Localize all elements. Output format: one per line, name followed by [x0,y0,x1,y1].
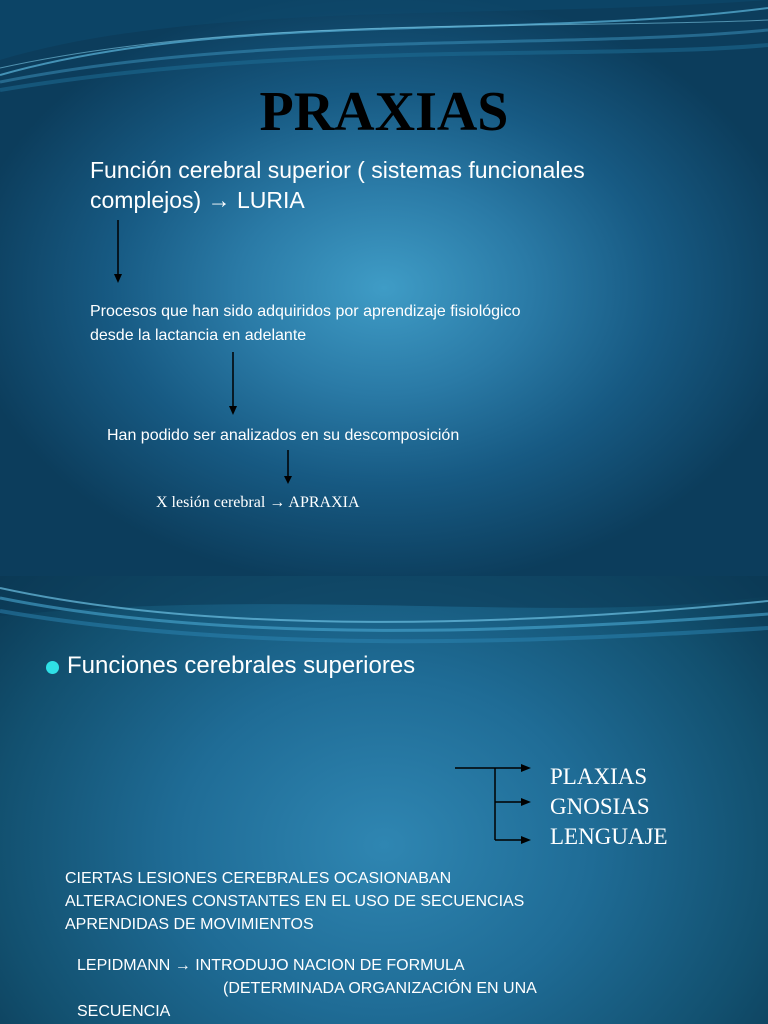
paragraph-line: ALTERACIONES CONSTANTES EN EL USO DE SECUENCIAS [65,893,525,910]
bullet-icon [46,661,59,674]
lesiones-paragraph [65,867,524,936]
functions-list [550,762,668,852]
paragraph-line: APRENDIDAS DE MOVIMIENTOS [65,916,314,933]
list-item: GNOSIAS [550,794,650,819]
slide-title: PRAXIAS [259,81,509,143]
procesos-text-line-1: Procesos que han sido adquiridos por aprendizaje fisiológico [90,303,521,320]
analizados-text: Han podido ser analizados en su descomposición [107,427,460,444]
paragraph-line: SECUENCIA [77,1003,171,1020]
list-item: PLAXIAS [550,764,648,789]
lepidmann-paragraph [77,954,537,1023]
procesos-text-line-2: desde la lactancia en adelante [90,327,307,344]
paragraph-line: LEPIDMANN → INTRODUJO NACION DE FORMULA [77,957,465,974]
luria-text-line-2: complejos) → LURIA [90,187,305,213]
bullet-text: Funciones cerebrales superiores [67,652,416,679]
procesos-text [90,300,521,348]
paragraph-line: (DETERMINADA ORGANIZACIÓN EN UNA [223,980,537,997]
down-arrow-icon [227,352,239,416]
paragraph-line: CIERTAS LESIONES CEREBRALES OCASIONABAN [65,870,452,887]
down-arrow-icon [112,220,124,284]
luria-text [90,155,585,215]
bracket-arrows-icon [455,760,535,850]
luria-text-line-1: Función cerebral superior ( sistemas funcionales [90,157,585,183]
list-item: LENGUAJE [550,824,668,849]
apraxia-text: X lesión cerebral → APRAXIA [156,494,360,511]
down-arrow-icon [282,450,294,486]
